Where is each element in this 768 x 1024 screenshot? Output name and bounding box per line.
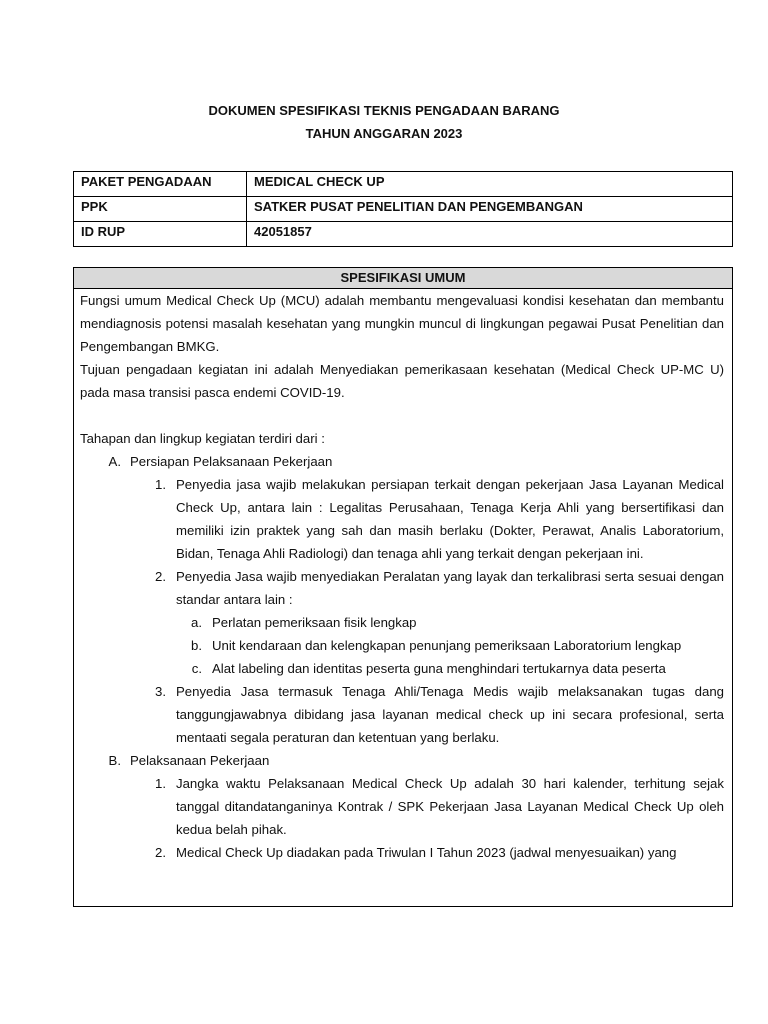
info-value: 42051857 [247,222,733,247]
spec-body [74,289,732,864]
list-marker: c. [191,661,202,676]
list-item-text: Unit kendaraan dan kelengkapan penunjang pemeriksaan Laboratorium lengkap [212,638,682,653]
list-marker: a. [191,615,202,630]
list-item [80,772,724,841]
list-marker: 2. [155,845,166,860]
list-marker: b. [191,638,202,653]
info-value: MEDICAL CHECK UP [247,172,733,197]
info-table [73,171,733,247]
list-marker: B. [108,753,121,768]
info-value: SATKER PUSAT PENELITIAN DAN PENGEMBANGAN [247,197,733,222]
table-row [74,197,733,222]
list-marker: 2. [155,569,166,584]
list-item-text: Penyedia Jasa wajib menyediakan Peralatan yang layak dan terkalibrasi serta sesuai dengan standar antara lain : [176,569,724,607]
list-item-text: Jangka waktu Pelaksanaan Medical Check Up adalah 30 hari kalender, terhitung sejak tanggal ditandatanganinya Kontrak / SPK Pekerjaan Jasa Layanan Medical Check Up oleh kedua belah pihak. [176,776,724,837]
info-key: PAKET PENGADAAN [74,172,247,197]
list-marker: 1. [155,776,166,791]
sub-list-item [80,657,724,680]
list-item [80,841,724,864]
section-a [80,450,724,473]
paragraph-purpose: Tujuan pengadaan kegiatan ini adalah Menyediakan pemerikasaan kesehatan (Medical Check UP-MC U) pada masa transisi pasca endemi COVID-19. [80,362,724,400]
section-title: Persiapan Pelaksanaan Pekerjaan [130,454,333,469]
list-item [80,565,724,611]
document-subtitle: TAHUN ANGGARAN 2023 [305,126,463,141]
spec-heading: SPESIFIKASI UMUM [74,268,732,289]
list-marker: 3. [155,684,166,699]
list-item-text: Penyedia jasa wajib melakukan persiapan terkait dengan pekerjaan Jasa Layanan Medical Check Up, antara lain : Legalitas Perusahaan, Tenaga Kerja Ahli yang bersertifikasi dan memiliki izin praktek yang sah dan masih berlaku (Dokter, Perawat, Analis Laboratorium, Bidan, Tenaga Ahli Radiologi) dan tenaga ahli yang terkait dengan pekerjaan ini. [176,477,724,561]
list-item [80,473,724,565]
list-item-text: Alat labeling dan identitas peserta guna menghindari tertukarnya data peserta [212,661,666,676]
document-title: DOKUMEN SPESIFIKASI TEKNIS PENGADAAN BARANG [208,103,560,118]
table-row [74,222,733,247]
section-b [80,749,724,772]
list-item [80,680,724,749]
list-marker: 1. [155,477,166,492]
sub-list-item [80,634,724,657]
spec-box [73,267,733,907]
list-item-text: Perlatan pemeriksaan fisik lengkap [212,615,417,630]
list-item-text: Medical Check Up diadakan pada Triwulan I Tahun 2023 (jadwal menyesuaikan) yang [176,845,677,860]
section-title: Pelaksanaan Pekerjaan [130,753,270,768]
paragraph-intro: Tahapan dan lingkup kegiatan terdiri dari : [80,431,325,446]
list-marker: A. [108,454,121,469]
table-row [74,172,733,197]
paragraph-function: Fungsi umum Medical Check Up (MCU) adalah membantu mengevaluasi kondisi kesehatan dan membantu mendiagnosis potensi masalah kesehatan yang mungkin muncul di lingkungan pegawai Pusat Penelitian dan Pengembangan BMKG. [80,293,724,354]
info-key: ID RUP [74,222,247,247]
list-item-text: Penyedia Jasa termasuk Tenaga Ahli/Tenaga Medis wajib melaksanakan tugas dang tanggungjawabnya dibidang jasa layanan medical check up ini secara profesional, serta mentaati segala peraturan dan ketentuan yang berlaku. [176,684,724,745]
info-key: PPK [74,197,247,222]
sub-list-item [80,611,724,634]
